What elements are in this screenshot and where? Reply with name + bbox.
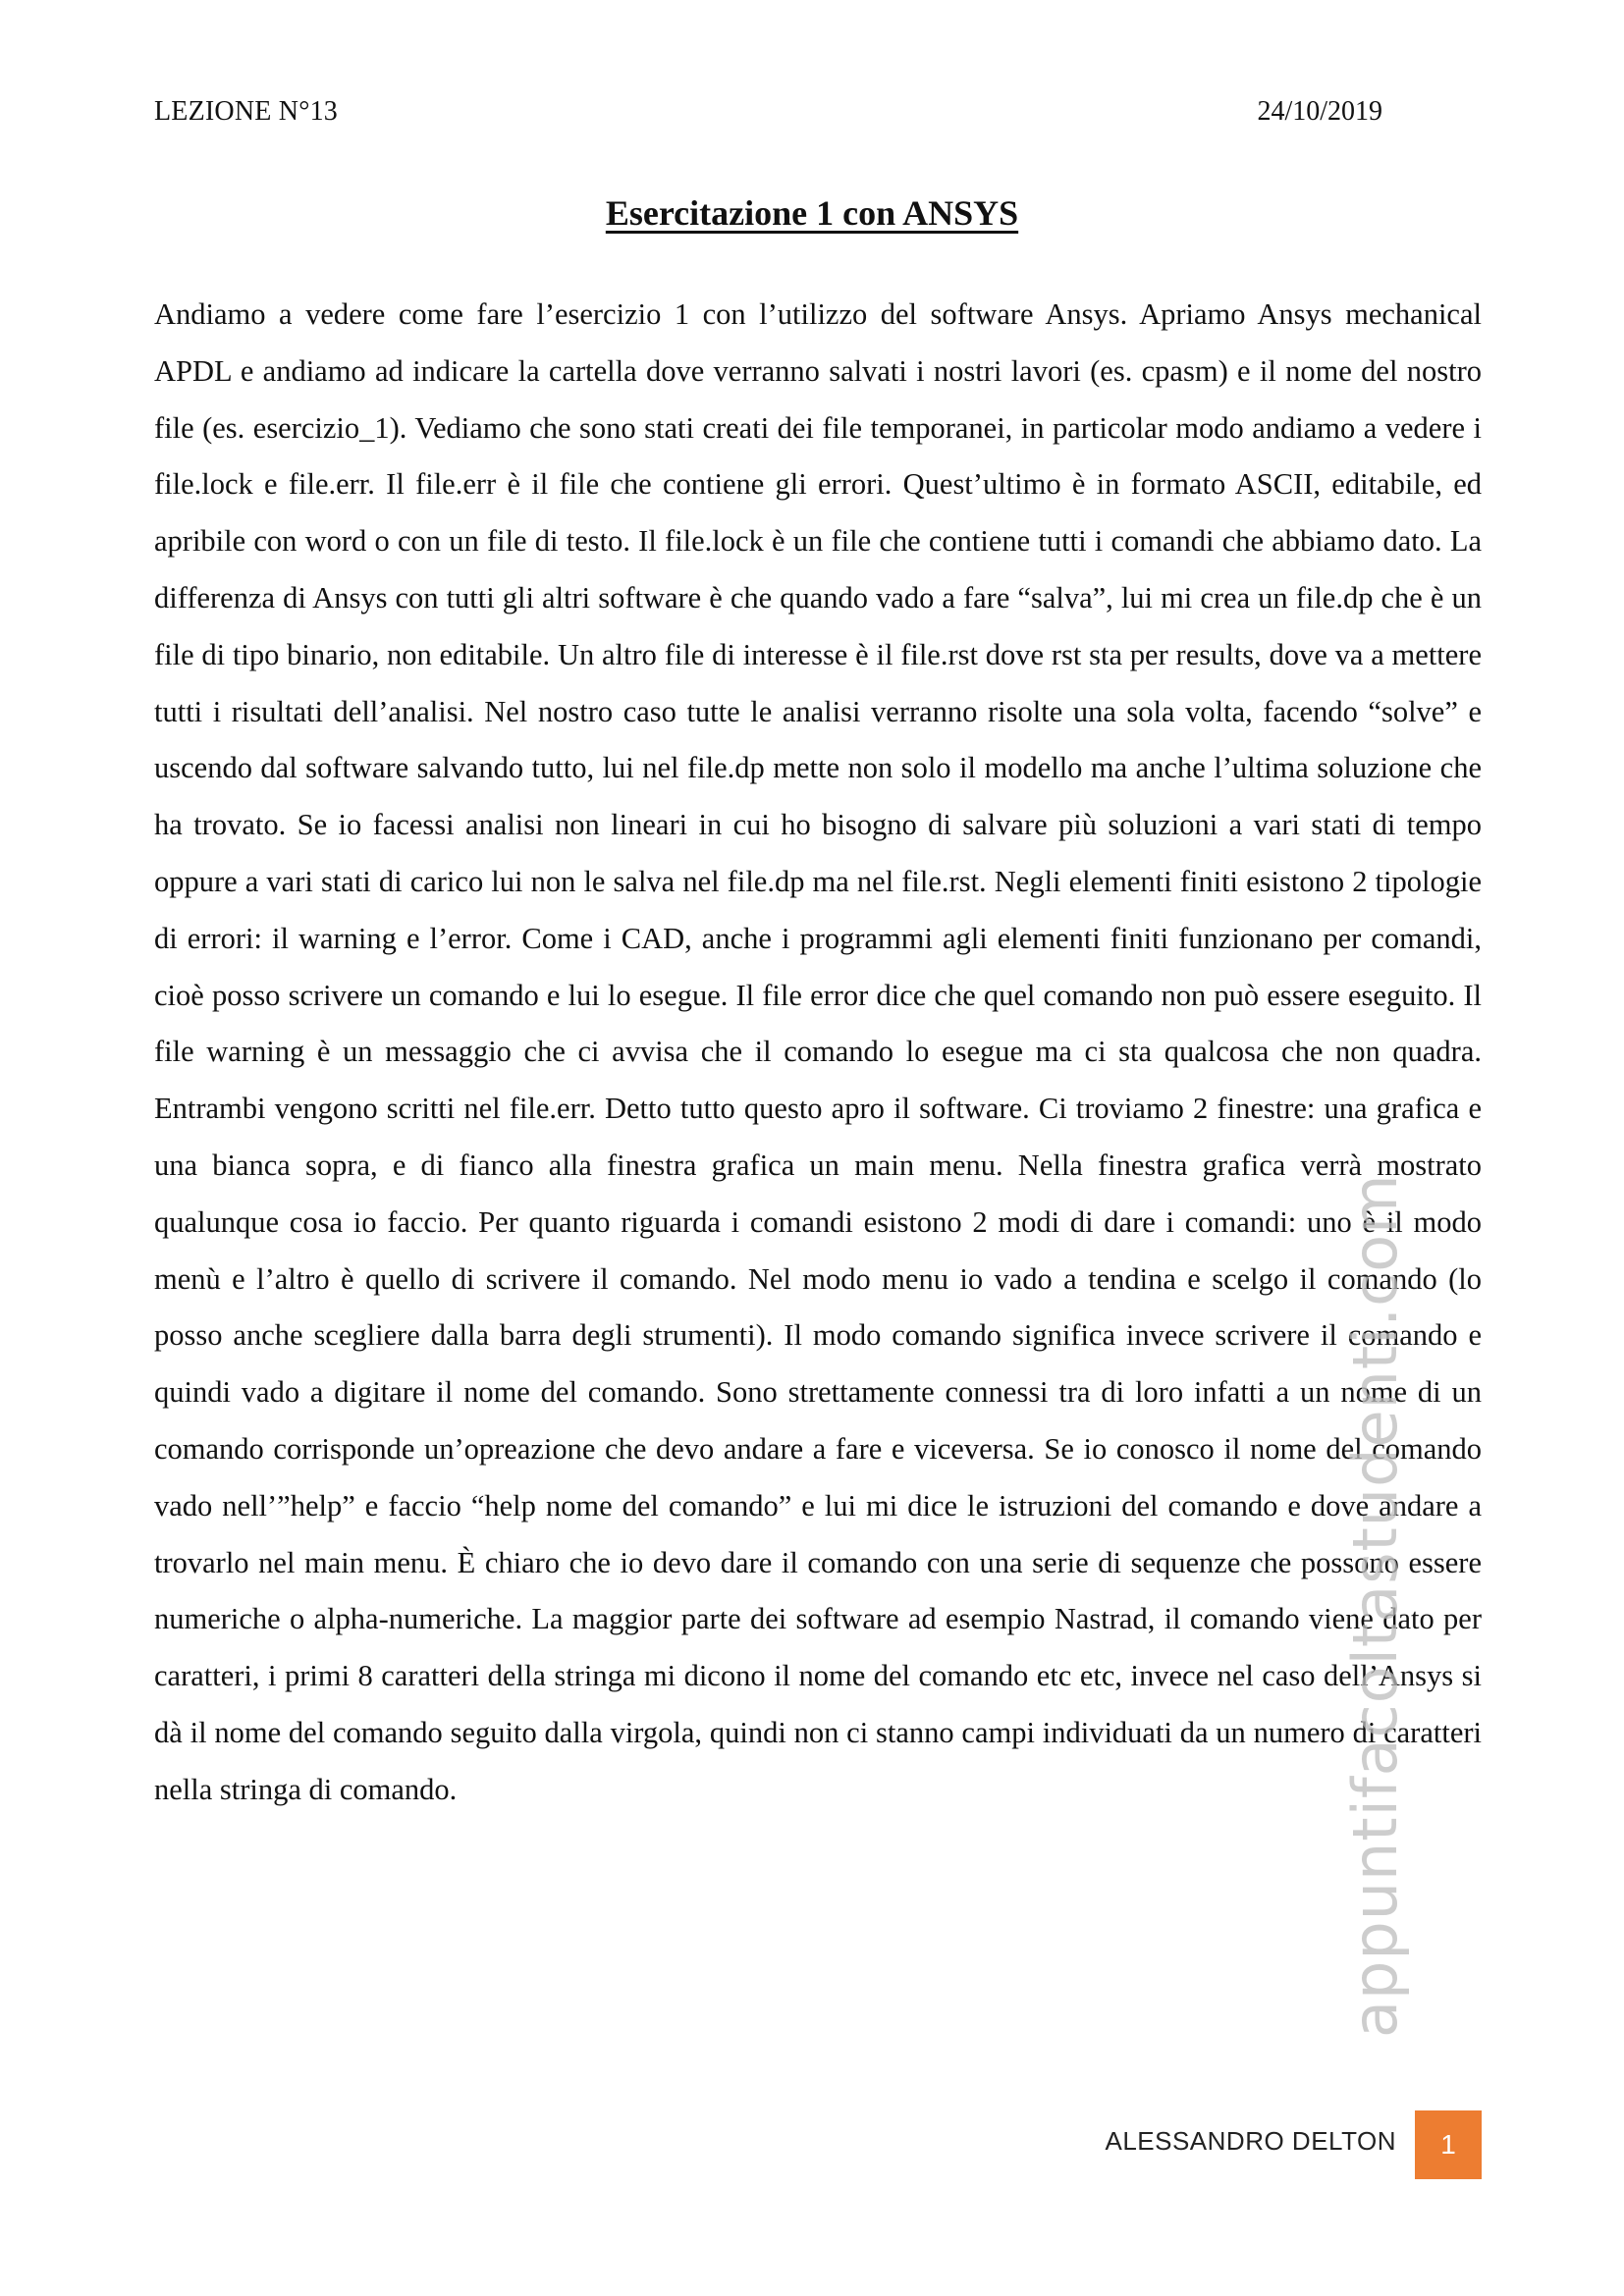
page-number-badge: 1 bbox=[1415, 2110, 1482, 2179]
page-title: Esercitazione 1 con ANSYS bbox=[605, 193, 1019, 233]
body-paragraph: Andiamo a vedere come fare l’esercizio 1 con l’utilizzo del software Ansys. Apriamo Ansys mechanical APDL e andiamo ad indicare la cartella dove verranno salvati i nostri lavori (es. cpasm) e il nome del nostro file (es. esercizio_1). Vediamo che sono stati creati dei file temporanei, in particolar modo andiamo a vedere i file.lock e file.err. Il file.err è il file che contiene gli errori. Quest’ultimo è in formato ASCII, editabile, ed apribile con word o con un file di testo. Il file.lock è un file che contiene tutti i comandi che abbiamo dato. La differenza di Ansys con tutti gli altri software è che quando vado a fare “salva”, lui mi crea un file.dp che è un file di tipo binario, non editabile. Un altro file di interesse è il file.rst dove rst sta per results, dove va a mettere tutti i risultati dell’analisi. Nel nostro caso tutte le analisi verranno risolte una sola volta, facendo “solve” e uscendo dal software salvando tutto, lui nel file.dp mette non solo il modello ma anche l’ultima soluzione che ha trovato. Se io facessi analisi non lineari in cui ho bisogno di salvare più soluzioni a vari stati di tempo oppure a vari stati di carico lui non le salva nel file.dp ma nel file.rst. Negli elementi finiti esistono 2 tipologie di errori: il warning e l’error. Come i CAD, anche i programmi agli elementi finiti funzionano per comandi, cioè posso scrivere un comando e lui lo esegue. Il file error dice che quel comando non può essere eseguito. Il file warning è un messaggio che ci avvisa che il comando lo esegue ma ci sta qualcosa che non quadra. Entrambi vengono scritti nel file.err. Detto tutto questo apro il software. Ci troviamo 2 finestre: una grafica e una bianca sopra, e di fianco alla finestra grafica un main menu. Nella finestra grafica verrà mostrato qualunque cosa io faccio. Per quanto riguarda i comandi esistono 2 modi di dare i comandi: uno è il modo menù e l’altro è quello di scrivere il comando. Nel modo menu io vado a tendina e scelgo il comando (lo posso anche scegliere dalla barra degli strumenti). Il modo comando significa invece scrivere il comando e quindi vado a digitare il nome del comando. Sono strettamente connessi tra di loro infatti a un nome di un comando corrisponde un’opreazione che devo andare a fare e viceversa. Se io conosco il nome del comando vado nell’”help” e faccio “help nome del comando” e lui mi dice le istruzioni del comando e dove andare a trovarlo nel main menu. È chiaro che io devo dare il comando con una serie di sequenze che possono essere numeriche o alpha-numeriche. La maggior parte dei software ad esempio Nastrad, il comando viene dato per caratteri, i primi 8 caratteri della stringa mi dicono il nome del comando etc etc, invece nel caso dell’Ansys si dà il nome del comando seguito dalla virgola, quindi non ci stanno campi individuati da un numero di caratteri nella stringa di comando. bbox=[154, 297, 1482, 1806]
date-header: 24/10/2019 bbox=[1257, 96, 1382, 127]
footer-author: ALESSANDRO DELTON bbox=[1105, 2126, 1396, 2156]
watermark: appuntifacoltastudenti.com bbox=[1339, 1173, 1411, 2038]
lesson-header: LEZIONE N°13 bbox=[154, 96, 338, 127]
